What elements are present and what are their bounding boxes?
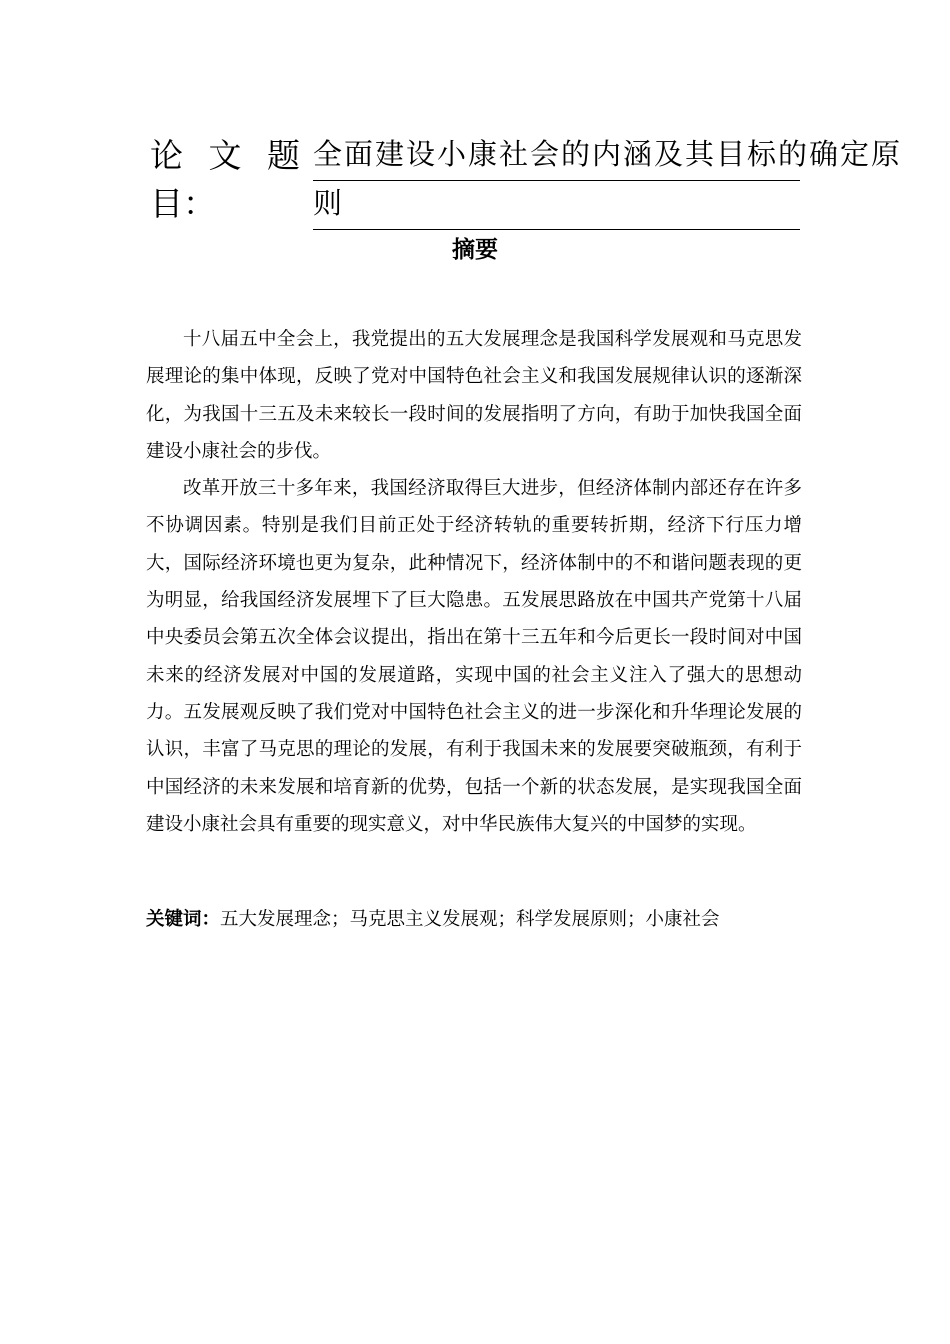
thesis-title-line1: 全面建设小康社会的内涵及其目标的确定原 (313, 132, 800, 181)
thesis-title-label-line1: 论 文 题 (150, 136, 300, 175)
abstract-paragraph-1: 十八届五中全会上，我党提出的五大发展理念是我国科学发展观和马克思发展理论的集中体现，反映了党对中国特色社会主义和我国发展规律认识的逐渐深化，为我国十三五及未来较长一段时间的发展指明了方向，有助于加快我国全面建设小康社会的步伐。 (146, 329, 802, 462)
abstract-heading: 摘要 (452, 237, 498, 263)
thesis-title (313, 132, 903, 230)
keywords-line (146, 902, 806, 938)
thesis-title-line2: 则 (313, 181, 800, 230)
thesis-title-label-line2: 目： (150, 184, 216, 223)
keywords-label: 关键词： (146, 909, 221, 930)
abstract-body (146, 321, 802, 843)
keywords-value: 五大发展理念；马克思主义发展观；科学发展原则；小康社会 (220, 909, 720, 930)
abstract-paragraph-2: 改革开放三十多年来，我国经济取得巨大进步，但经济体制内部还存在许多不协调因素。特别是我们目前正处于经济转轨的重要转折期，经济下行压力增大，国际经济环境也更为复杂，此种情况下，经济体制中的不和谐问题表现的更为明显，给我国经济发展埋下了巨大隐患。五发展思路放在中国共产党第十八届中央委员会第五次全体会议提出，指出在第十三五年和今后更长一段时间对中国未来的经济发展对中国的发展道路，实现中国的社会主义注入了强大的思想动力。五发展观反映了我们党对中国特色社会主义的进一步深化和升华理论发展的认识，丰富了马克思的理论的发展，有利于我国未来的发展要突破瓶颈，有利于中国经济的未来发展和培育新的优势，包括一个新的状态发展，是实现我国全面建设小康社会具有重要的现实意义，对中华民族伟大复兴的中国梦的实现。 (146, 478, 802, 835)
thesis-title-label (150, 132, 300, 228)
